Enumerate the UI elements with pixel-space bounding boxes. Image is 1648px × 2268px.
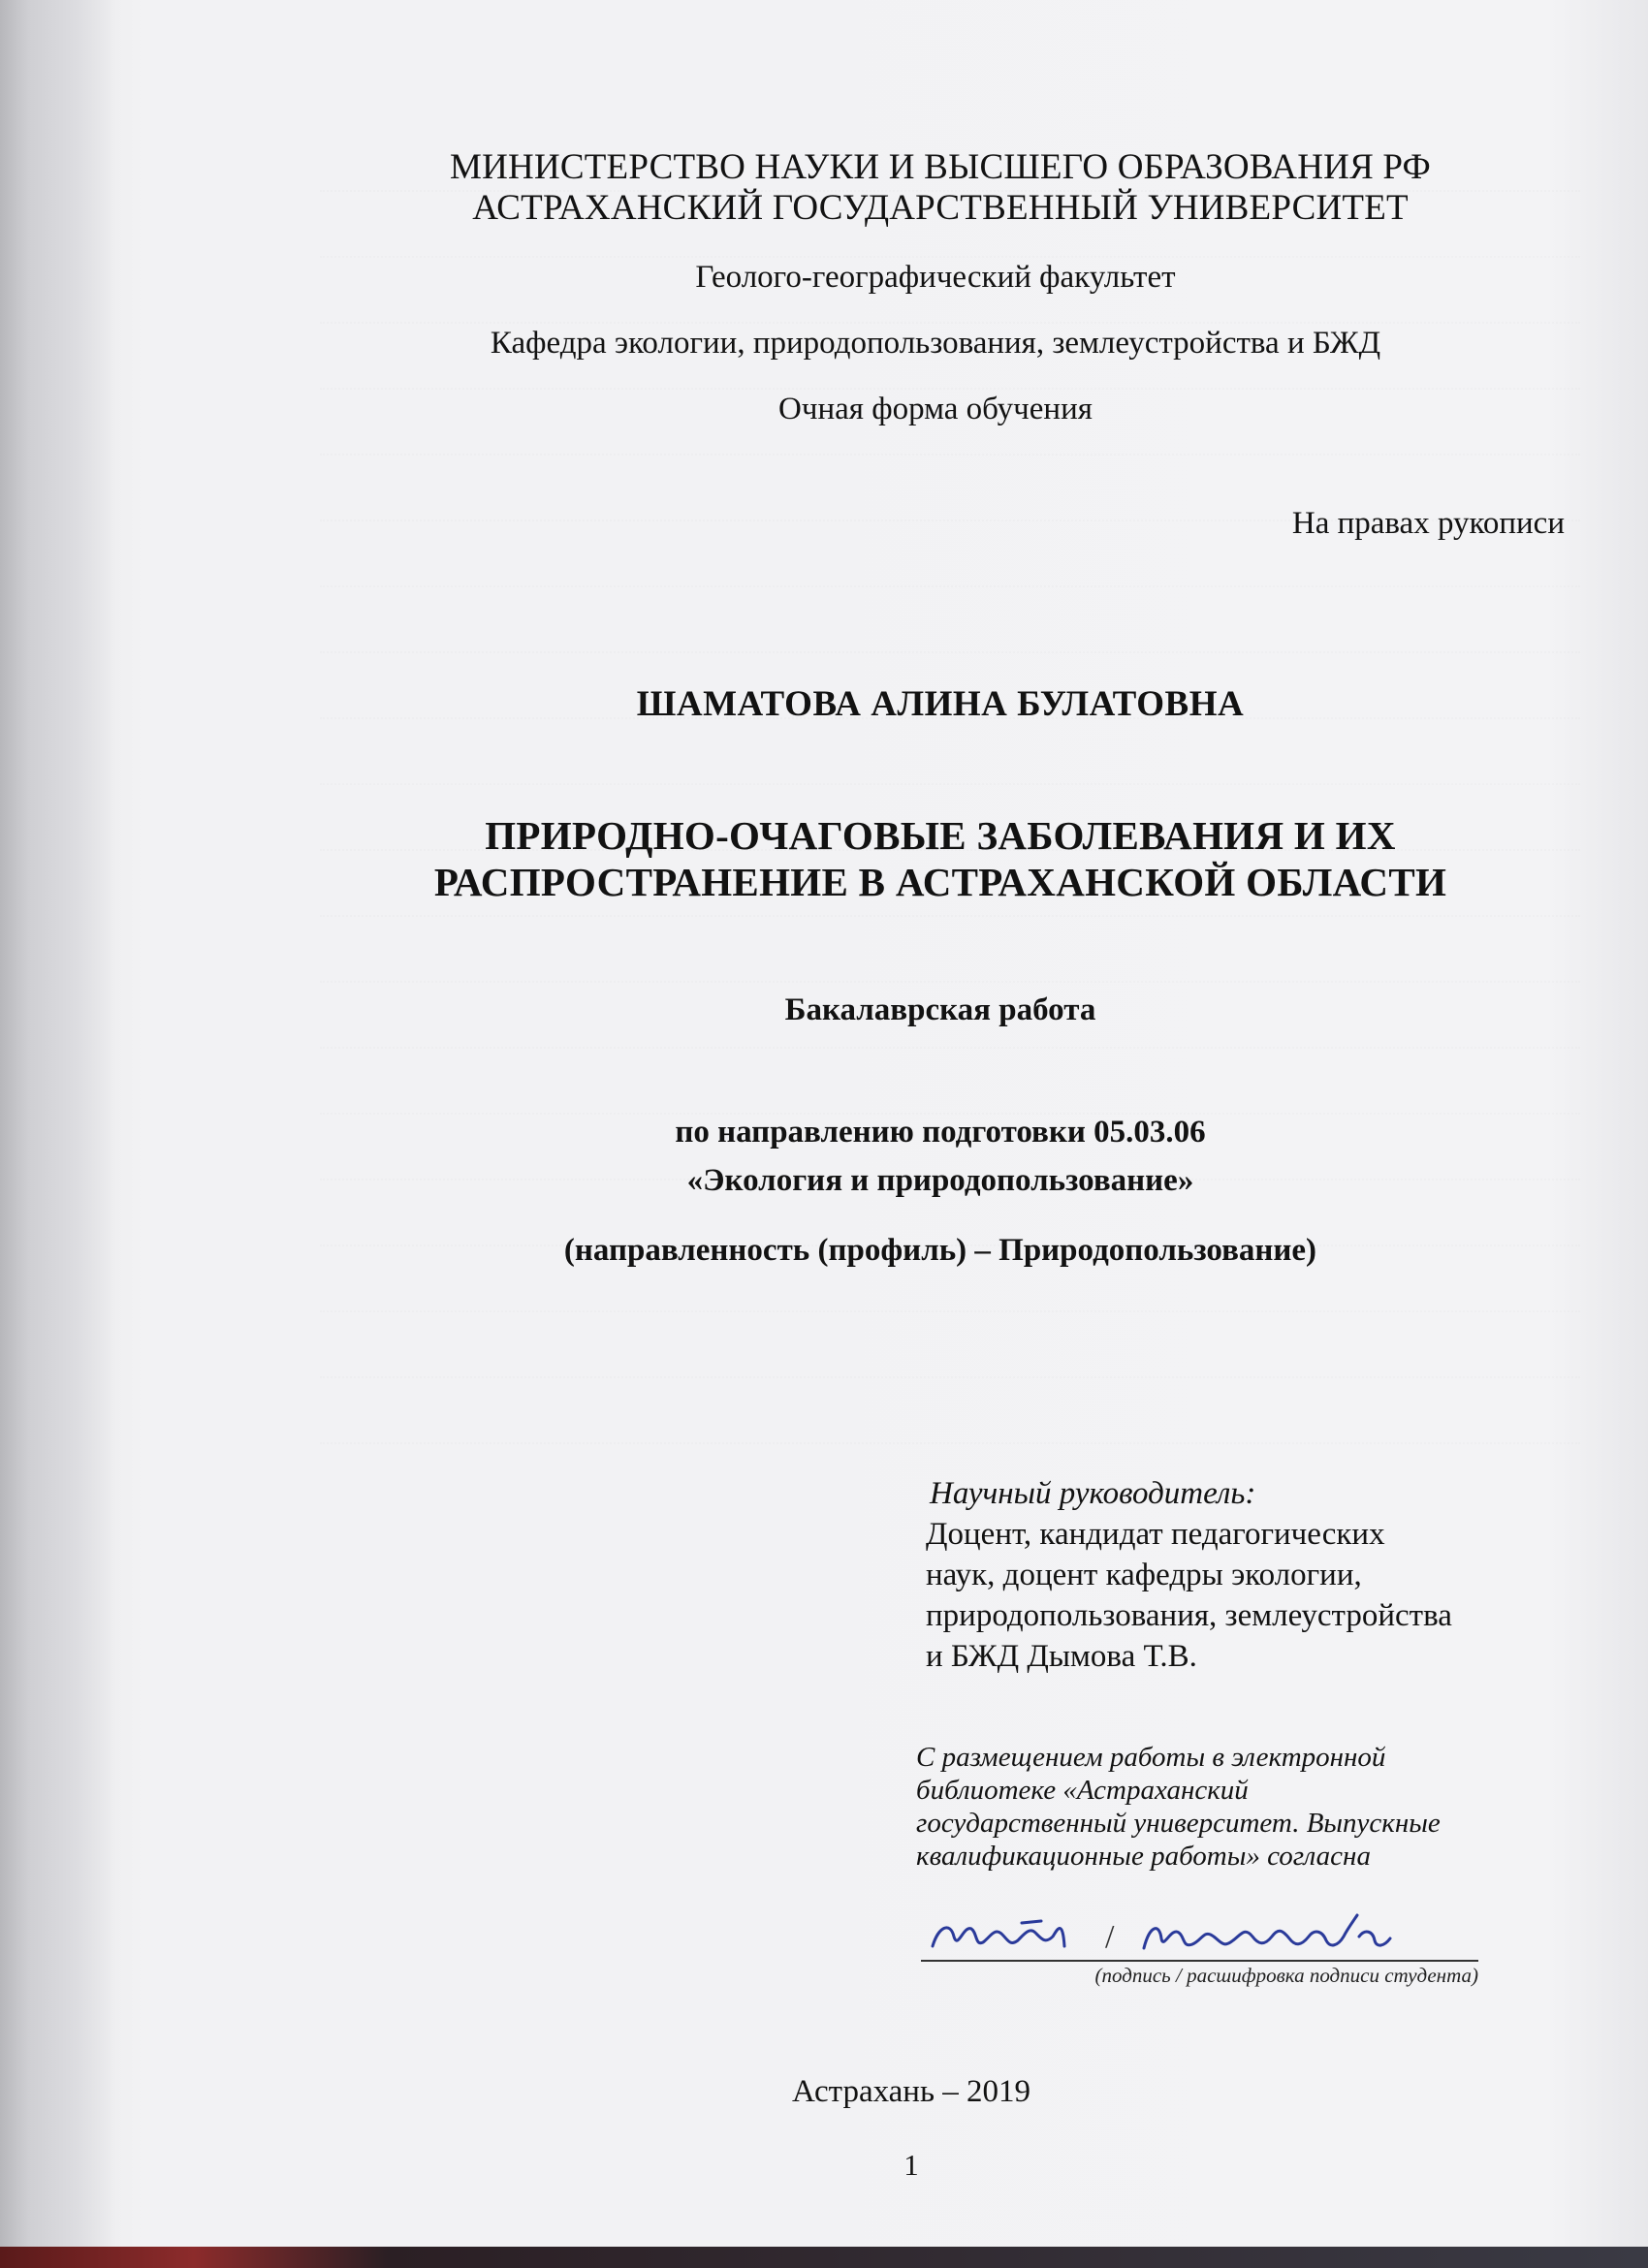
consent-line-4: квалификационные работы» согласна [916, 1841, 1371, 1872]
signature-line [921, 1960, 1478, 1962]
thesis-title-line-2: РАСПРОСТРАНЕНИЕ В АСТРАХАНСКОЙ ОБЛАСТИ [433, 860, 1447, 904]
supervisor-line-4: и БЖД Дымова Т.В. [926, 1639, 1197, 1674]
author-name: ШАМАТОВА АЛИНА БУЛАТОВНА [636, 684, 1245, 724]
consent-line-2: библиотеке «Астраханский [916, 1775, 1249, 1806]
supervisor-line-1: Доцент, кандидат педагогических [926, 1517, 1385, 1552]
page-number: 1 [903, 2148, 919, 2182]
consent-line-1: С размещением работы в электронной [916, 1742, 1386, 1773]
signature-block [921, 1907, 1478, 1995]
faculty-name: Геолого-географический факультет [695, 260, 1176, 295]
supervisor-line-2: наук, доцент кафедры экологии, [926, 1558, 1362, 1592]
supervisor-block [926, 1473, 1585, 1677]
supervisor-line-3: природопользования, землеустройства [926, 1598, 1452, 1633]
department-name: Кафедра экологии, природопользования, землеустройства и БЖД [490, 326, 1381, 361]
supervisor-role: Научный руководитель: [930, 1476, 1256, 1511]
study-direction-line-2: «Экология и природопользование» [686, 1163, 1194, 1198]
study-profile: (направленность (профиль) – Природопользование) [563, 1233, 1317, 1268]
thesis-title-line-1: ПРИРОДНО-ОЧАГОВЫЕ ЗАБОЛЕВАНИЯ И ИХ [485, 813, 1396, 858]
rights-note: На правах рукописи [1291, 506, 1565, 541]
handwritten-signature-image [921, 1907, 1478, 1962]
thesis-title [0, 812, 1648, 905]
study-direction-line-1: по направлению подготовки 05.03.06 [675, 1115, 1206, 1150]
ministry-line-1: МИНИСТЕРСТВО НАУКИ И ВЫСШЕГО ОБРАЗОВАНИЯ РФ [450, 147, 1431, 187]
study-direction [0, 1108, 1648, 1205]
study-form: Очная форма обучения [778, 392, 1093, 426]
signature-caption: (подпись / расшифровка подписи студента) [1094, 1964, 1478, 1987]
work-type: Бакалаврская работа [784, 992, 1096, 1027]
ministry-heading [0, 147, 1648, 229]
city-year: Астрахань – 2019 [791, 2074, 1031, 2109]
consent-line-3: государственный университет. Выпускные [916, 1808, 1441, 1839]
page-bottom-edge [0, 2247, 1648, 2268]
consent-statement [916, 1741, 1595, 1873]
ministry-line-2: АСТРАХАНСКИЙ ГОСУДАРСТВЕННЫЙ УНИВЕРСИТЕТ [472, 188, 1409, 228]
signature-separator: / [1105, 1919, 1115, 1955]
